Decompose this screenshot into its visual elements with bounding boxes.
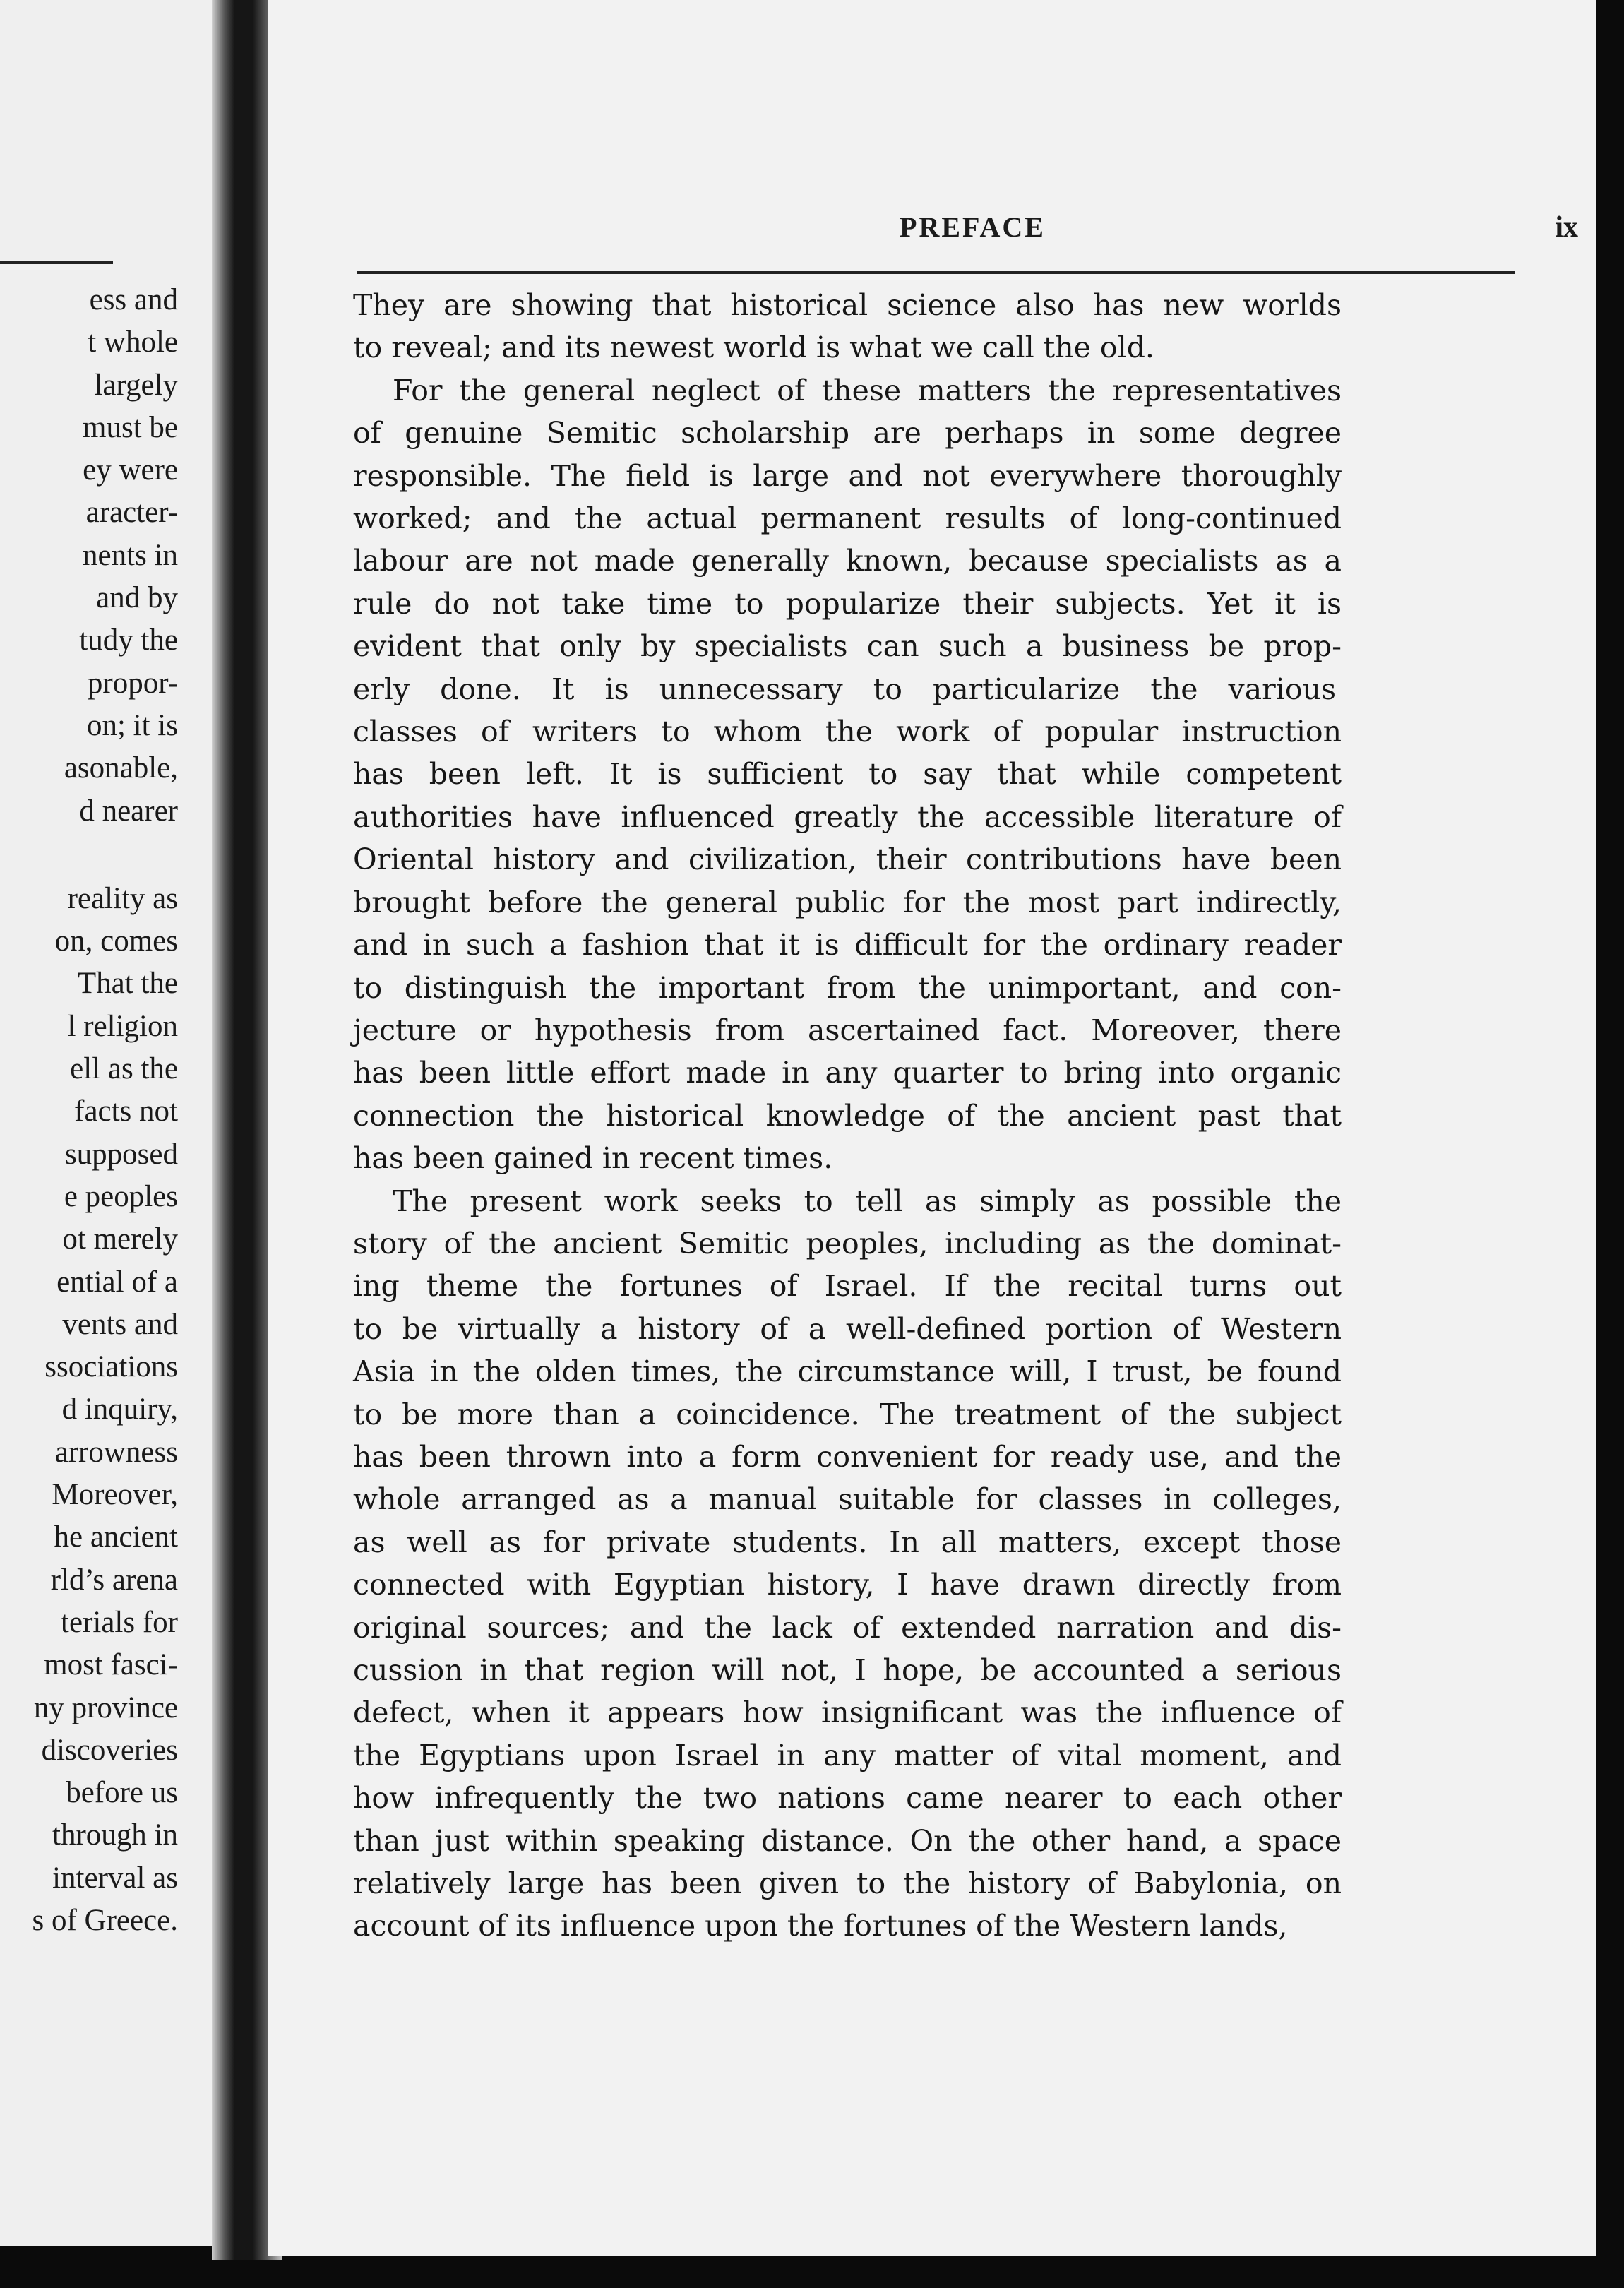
left-page-line: ny province (33, 1691, 178, 1724)
left-page-line: ential of a (56, 1265, 178, 1299)
text-line: brought before the general public for the most part indirectly, (353, 885, 1342, 919)
text-line: cussion in that region will not, I hope, be accounted a serious (353, 1653, 1342, 1687)
text-line: Oriental history and civilization, their contributions have been (353, 842, 1342, 877)
paragraph (353, 369, 1342, 1180)
left-page-line: ot merely (62, 1222, 178, 1256)
text-line: labour are not made generally known, because specialists as a (353, 544, 1342, 578)
left-page-line: ell as the (70, 1052, 178, 1086)
text-line: erly done. It is unnecessary to particularize the various (353, 672, 1336, 706)
left-page-line: d nearer (79, 794, 178, 828)
text-line: story of the ancient Semitic peoples, including as the dominat- (353, 1226, 1342, 1261)
left-page-gap (0, 833, 178, 878)
left-page-line: through in (52, 1818, 178, 1852)
text-line: of genuine Semitic scholarship are perhaps in some degree (353, 416, 1342, 451)
text-line: to be more than a coincidence. The treatment of the subject (353, 1397, 1342, 1431)
text-line: ing theme the fortunes of Israel. If the recital turns out (353, 1269, 1342, 1304)
text-line: responsible. The field is large and not everywhere thoroughly (353, 458, 1342, 493)
left-page-line: t whole (88, 326, 178, 359)
text-line: to distinguish the important from the unimportant, and con- (353, 970, 1342, 1005)
text-line: than just within speaking distance. On the other hand, a space (353, 1823, 1342, 1858)
left-page-line: l religion (67, 1009, 178, 1043)
left-page-line: largely (94, 368, 178, 402)
left-facing-page (0, 0, 226, 2246)
text-line: and in such a fashion that it is difficult for the ordinary reader (353, 928, 1342, 963)
text-line: connection the historical knowledge of the ancient past that (353, 1098, 1342, 1133)
text-line: account of its influence upon the fortunes of the Western lands, (353, 1909, 1288, 1943)
left-page-line: supposed (64, 1137, 178, 1171)
text-line: worked; and the actual permanent results of long-continued (353, 501, 1342, 536)
left-page-line: asonable, (64, 751, 178, 785)
left-page-line: before us (66, 1776, 178, 1810)
text-line: has been gained in recent times. (353, 1141, 833, 1176)
text-line: authorities have influenced greatly the accessible literature of (353, 799, 1342, 834)
left-page-line: on; it is (86, 708, 178, 742)
left-page-line: rld’s arena (50, 1563, 178, 1597)
text-line: The present work seeks to tell as simply as possible the (393, 1184, 1342, 1218)
left-page-line: That the (77, 967, 178, 1001)
left-page-line: ess and (89, 283, 178, 316)
left-page-line: on, comes (54, 924, 178, 958)
left-page-line: s of Greece. (32, 1903, 178, 1937)
left-page-line: facts not (74, 1095, 178, 1128)
left-page-line: ey were (83, 453, 178, 487)
text-line: classes of writers to whom the work of popular instruction (353, 715, 1342, 749)
text-line: to reveal; and its newest world is what we call the old. (353, 330, 1154, 365)
right-page (268, 0, 1596, 2256)
text-line: connected with Egyptian history, I have drawn directly from (353, 1568, 1342, 1602)
text-line: has been little effort made in any quarter to bring into organic (353, 1056, 1342, 1090)
left-page-line: most fasci- (44, 1648, 178, 1682)
text-line: relatively large has been given to the history of Babylonia, on (353, 1866, 1342, 1901)
text-line: defect, when it appears how insignificant was the influence of (353, 1696, 1342, 1730)
text-line: how infrequently the two nations came nearer to each other (353, 1781, 1342, 1816)
page-number: ix (1555, 211, 1578, 244)
text-line: Asia in the olden times, the circumstance will, I trust, be found (353, 1354, 1342, 1389)
running-head-title: PREFACE (900, 211, 1046, 243)
left-page-line: e peoples (64, 1179, 178, 1213)
left-page-line: terials for (61, 1605, 178, 1639)
left-page-line: he ancient (54, 1520, 178, 1554)
left-page-line: must be (83, 410, 178, 444)
text-line: has been thrown into a form convenient for ready use, and the (353, 1439, 1342, 1474)
left-page-line: arrowness (54, 1435, 178, 1469)
left-page-line: Moreover, (52, 1478, 178, 1512)
running-head (353, 210, 1592, 246)
left-page-text (0, 279, 178, 1942)
left-page-line: discoveries (41, 1733, 178, 1767)
text-line: evident that only by specialists can such a business be prop- (353, 629, 1342, 664)
left-page-line: and by (96, 581, 178, 615)
left-page-line: ssociations (44, 1350, 178, 1384)
text-line: original sources; and the lack of extended narration and dis- (353, 1610, 1342, 1645)
text-line: as well as for private students. In all matters, except those (353, 1525, 1342, 1559)
left-page-line: propor- (87, 666, 178, 700)
paragraph (353, 1180, 1342, 1948)
left-page-line: interval as (52, 1861, 178, 1895)
text-line: the Egyptians upon Israel in any matter of vital moment, and (353, 1738, 1342, 1772)
text-line: jecture or hypothesis from ascertained fact. Moreover, there (353, 1013, 1342, 1047)
body-text (353, 284, 1342, 1948)
text-line: has been left. It is sufficient to say that while competent (353, 757, 1342, 792)
running-head-rule (357, 271, 1515, 274)
text-line: For the general neglect of these matters the representatives (393, 373, 1342, 407)
left-page-rule (0, 261, 113, 264)
left-page-line: vents and (62, 1307, 178, 1341)
text-line: whole arranged as a manual suitable for classes in colleges, (353, 1482, 1342, 1517)
left-page-line: aracter- (85, 496, 178, 530)
left-page-line: tudy the (79, 624, 178, 657)
text-line: They are showing that historical science also has new worlds (353, 288, 1342, 322)
paragraph (353, 284, 1342, 369)
text-line: to be virtually a history of a well-defined portion of Western (353, 1311, 1342, 1346)
left-page-line: d inquiry, (61, 1393, 178, 1426)
left-page-line: nents in (83, 538, 178, 572)
left-page-line: reality as (67, 881, 178, 915)
text-line: rule do not take time to popularize their subjects. Yet it is (353, 586, 1342, 621)
